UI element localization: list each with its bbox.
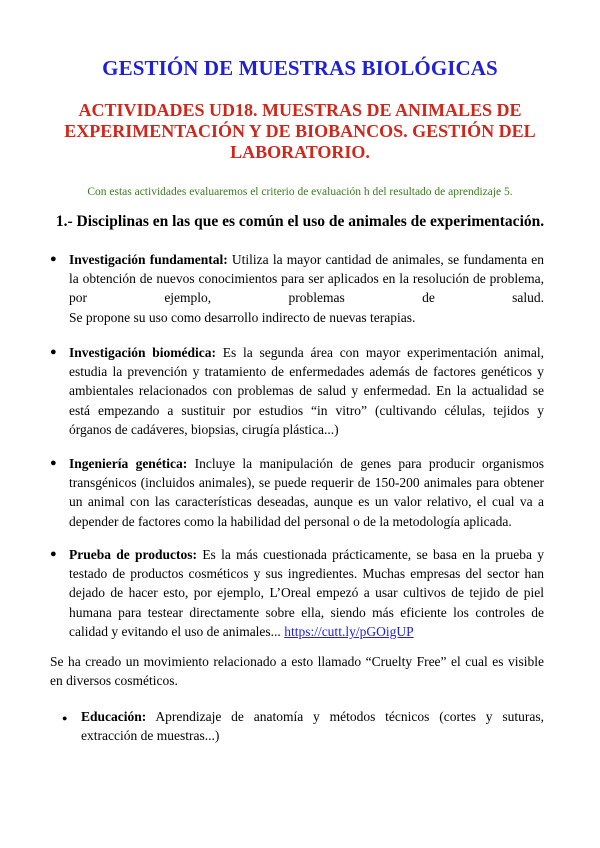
- bullet-text: Es la más cuestionada prácticamente, se basa en la prueba y: [197, 547, 544, 562]
- bullet-text-spread: [69, 288, 544, 307]
- paragraph-text: Se ha creado un movimiento relacionado a esto llamado “Cruelty Free” el cual es visible: [50, 654, 544, 669]
- cruelty-free-paragraph: [50, 652, 544, 690]
- bullet-text: la obtención de nuevos conocimientos para ser aplicados en la resolución de problema,: [69, 271, 544, 287]
- subtitle-line: LABORATORIO.: [230, 142, 370, 162]
- bullet-text: extracción de muestras...): [81, 728, 220, 744]
- word: ejemplo,: [164, 290, 212, 306]
- bullet-text: está empezando a sustituir por estudios “in vitro” (cultivando células, tejidos y: [69, 402, 544, 418]
- bullet-text: humana para testear directamente sobre ella, siendo más eficiente los controles de: [69, 604, 544, 620]
- bullet-text: un animal con las características deseadas, aunque es un valor relativo, el cual va a: [69, 494, 544, 510]
- document-title: GESTIÓN DE MUESTRAS BIOLÓGICAS: [102, 56, 498, 80]
- bullet-dot-icon: ●: [50, 253, 57, 265]
- bullet-text: ambientales relacionados con problemas de salud y enfermedad. En la actualidad se: [69, 383, 544, 399]
- bullet-dot-icon: ●: [50, 346, 57, 358]
- paragraph-text: en diversos cosméticos.: [50, 673, 178, 689]
- bullet-term: Ingeniería genética:: [69, 456, 188, 471]
- evaluation-criteria: Con estas actividades evaluaremos el criterio de evaluación h del resultado de aprendizaje 5.: [87, 186, 513, 198]
- bullet-dot-icon: ●: [50, 548, 57, 560]
- bullet-term: Investigación biomédica:: [69, 345, 216, 360]
- bullet-text: Incluye la manipulación de genes para producir organismos: [187, 456, 544, 471]
- bullet-text: Aprendizaje de anatomía y métodos técnicos (cortes y suturas,: [146, 709, 544, 724]
- subtitle-line: ACTIVIDADES UD18. MUESTRAS DE ANIMALES DE: [78, 100, 522, 120]
- word: problemas: [288, 290, 345, 306]
- bullet-text: transgénicos (incluidos animales), se puede requerir de 150-200 animales para obtener: [69, 475, 544, 491]
- word: de: [422, 290, 435, 306]
- bullet-dot-icon: ●: [62, 713, 68, 723]
- word: por: [69, 290, 87, 306]
- bullet-text: dejado de hacer esto, por ejemplo, L’Oreal empezó a usar cultivos de tejido de piel: [69, 585, 544, 601]
- subtitle-line: EXPERIMENTACIÓN Y DE BIOBANCOS. GESTIÓN DEL: [64, 121, 536, 141]
- bullet-term: Educación:: [81, 709, 147, 724]
- activity-subtitle: [40, 100, 560, 163]
- word: salud.: [512, 290, 544, 306]
- bullet-text: depender de factores como la habilidad del personal o de la metodología aplicada.: [69, 513, 512, 529]
- bullet-term: Prueba de productos:: [69, 547, 198, 562]
- bullet-text: Utiliza la mayor cantidad de animales, se fundamenta en: [227, 252, 544, 267]
- bullet-text: calidad y evitando el uso de animales...: [69, 623, 285, 639]
- bullet-text: Es la segunda área con mayor experimentación animal,: [216, 345, 544, 360]
- bullet-term: Investigación fundamental:: [69, 252, 228, 267]
- bullet-text: testado de productos cosméticos y sus ingredientes. Muchas empresas del sector han: [69, 566, 544, 582]
- bullet-text: órganos de cadáveres, biopsias, cirugía plástica...): [69, 421, 339, 437]
- section-heading: 1.- Disciplinas en las que es común el uso de animales de experimentación.: [55, 213, 545, 230]
- bullet-text: Se propone su uso como desarrollo indirecto de nuevas terapias.: [69, 309, 416, 325]
- bullet-dot-icon: ●: [50, 457, 57, 469]
- reference-link[interactable]: https://cutt.ly/pGOigUP: [284, 623, 414, 639]
- bullet-text: estudia la prevención y tratamiento de enfermedades además de factores genéticos y: [69, 364, 544, 380]
